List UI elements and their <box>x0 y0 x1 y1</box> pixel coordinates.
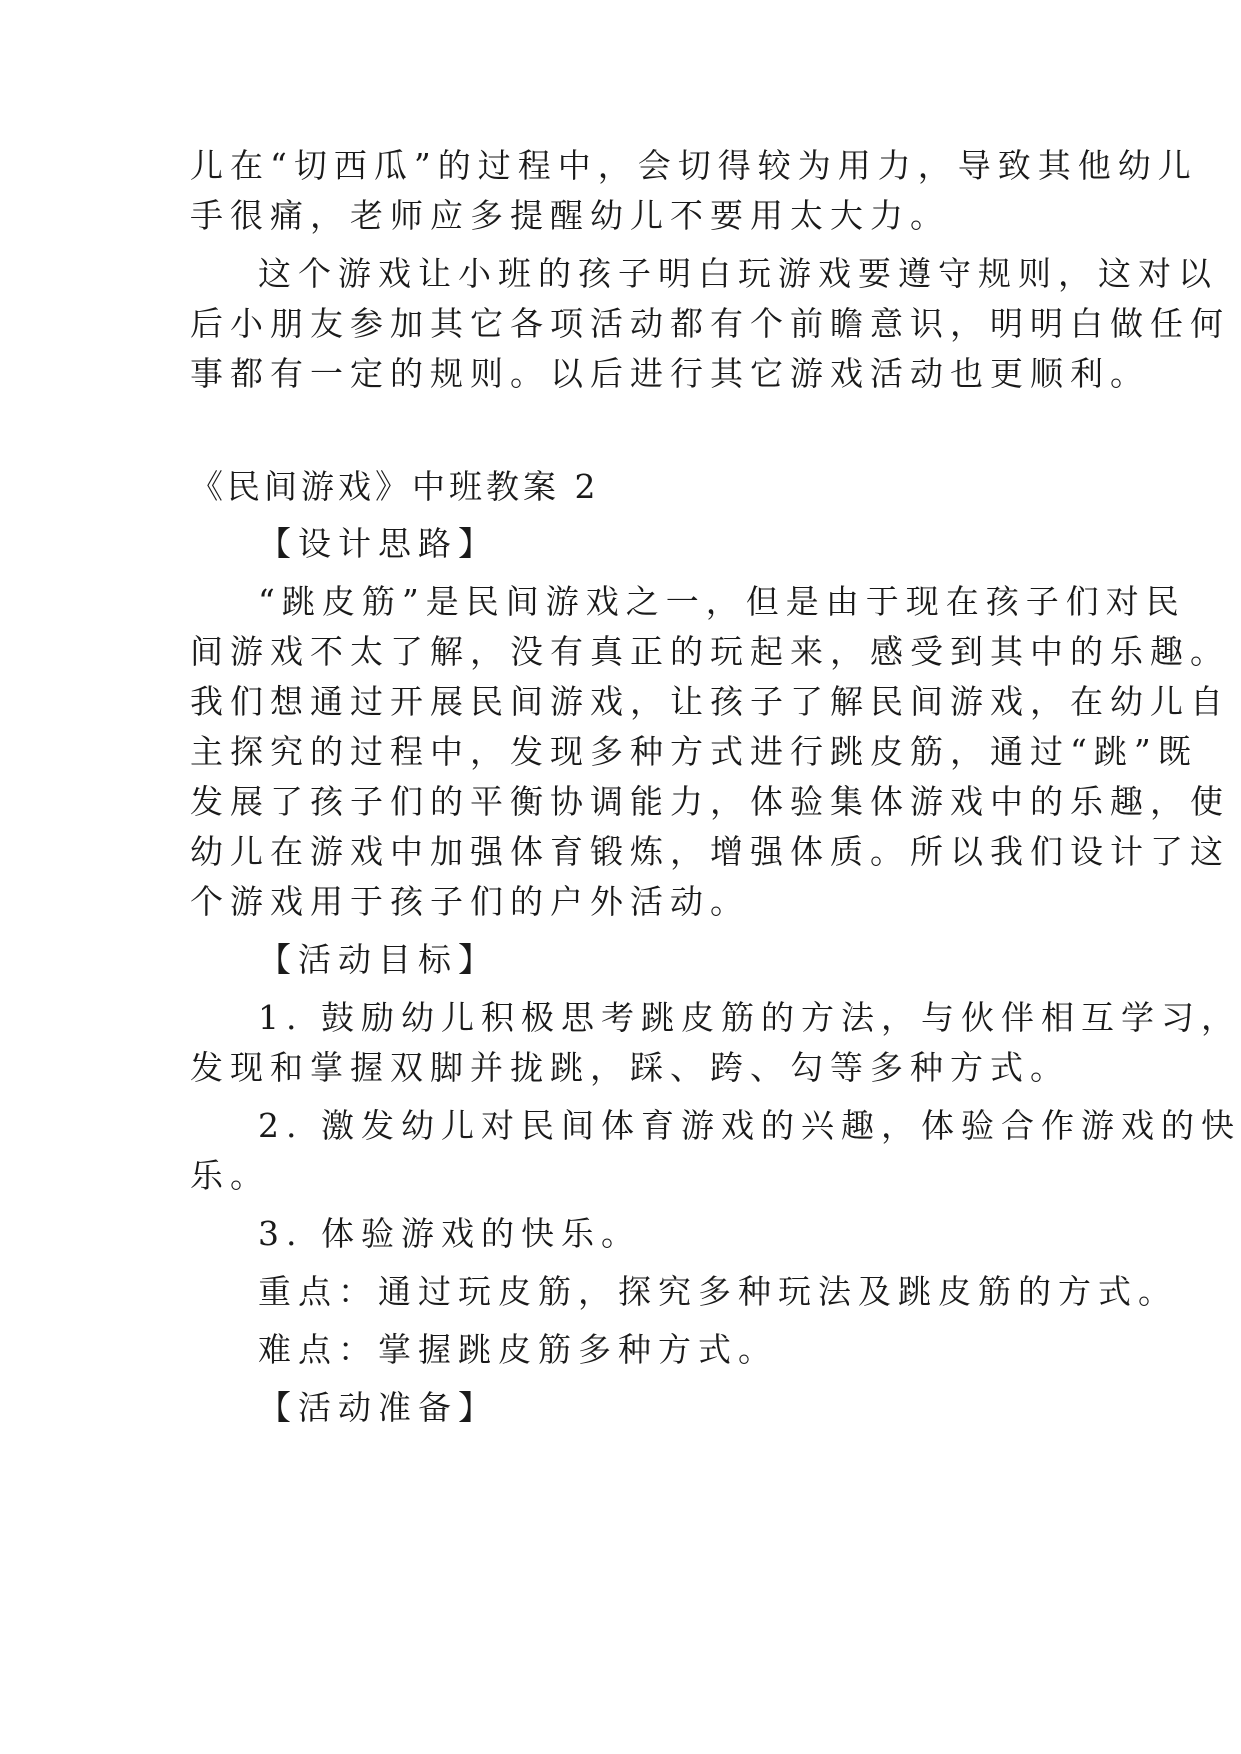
paragraph-line: 幼儿在游戏中加强体育锻炼，增强体质。所以我们设计了这 <box>190 832 1230 871</box>
paragraph-line: 手很痛，老师应多提醒幼儿不要用太大力。 <box>190 196 950 235</box>
prep-heading: 【活动准备】 <box>258 1388 498 1427</box>
paragraph-line: 间游戏不太了解，没有真正的玩起来，感受到其中的乐趣。 <box>190 632 1230 671</box>
goal-item: 发现和掌握双脚并拢跳，踩、跨、勾等多种方式。 <box>190 1048 1070 1087</box>
paragraph-line: 个游戏用于孩子们的户外活动。 <box>190 882 750 921</box>
paragraph-line: 发展了孩子们的平衡协调能力，体验集体游戏中的乐趣，使 <box>190 782 1230 821</box>
paragraph-line: “跳皮筋”是民间游戏之一，但是由于现在孩子们对民 <box>258 582 1186 621</box>
goals-heading: 【活动目标】 <box>258 940 498 979</box>
goal-item: 3. 体验游戏的快乐。 <box>258 1214 641 1253</box>
key-point: 重点：通过玩皮筋，探究多种玩法及跳皮筋的方式。 <box>258 1272 1178 1311</box>
goal-item: 乐。 <box>190 1156 270 1195</box>
paragraph-line: 我们想通过开展民间游戏，让孩子了解民间游戏，在幼儿自 <box>190 682 1230 721</box>
paragraph-line: 这个游戏让小班的孩子明白玩游戏要遵守规则，这对以 <box>258 254 1218 293</box>
paragraph-line: 后小朋友参加其它各项活动都有个前瞻意识，明明白做任何 <box>190 304 1230 343</box>
goal-item: 2. 激发幼儿对民间体育游戏的兴趣，体验合作游戏的快 <box>258 1106 1241 1145</box>
paragraph-line: 儿在“切西瓜”的过程中，会切得较为用力，导致其他幼儿 <box>190 146 1198 185</box>
design-heading: 【设计思路】 <box>258 524 498 563</box>
paragraph-line: 事都有一定的规则。以后进行其它游戏活动也更顺利。 <box>190 354 1150 393</box>
paragraph-line: 主探究的过程中，发现多种方式进行跳皮筋，通过“跳”既 <box>190 732 1198 771</box>
difficulty: 难点：掌握跳皮筋多种方式。 <box>258 1330 778 1369</box>
section-title: 《民间游戏》中班教案 2 <box>190 467 600 506</box>
goal-item: 1. 鼓励幼儿积极思考跳皮筋的方法，与伙伴相互学习， <box>258 998 1241 1037</box>
